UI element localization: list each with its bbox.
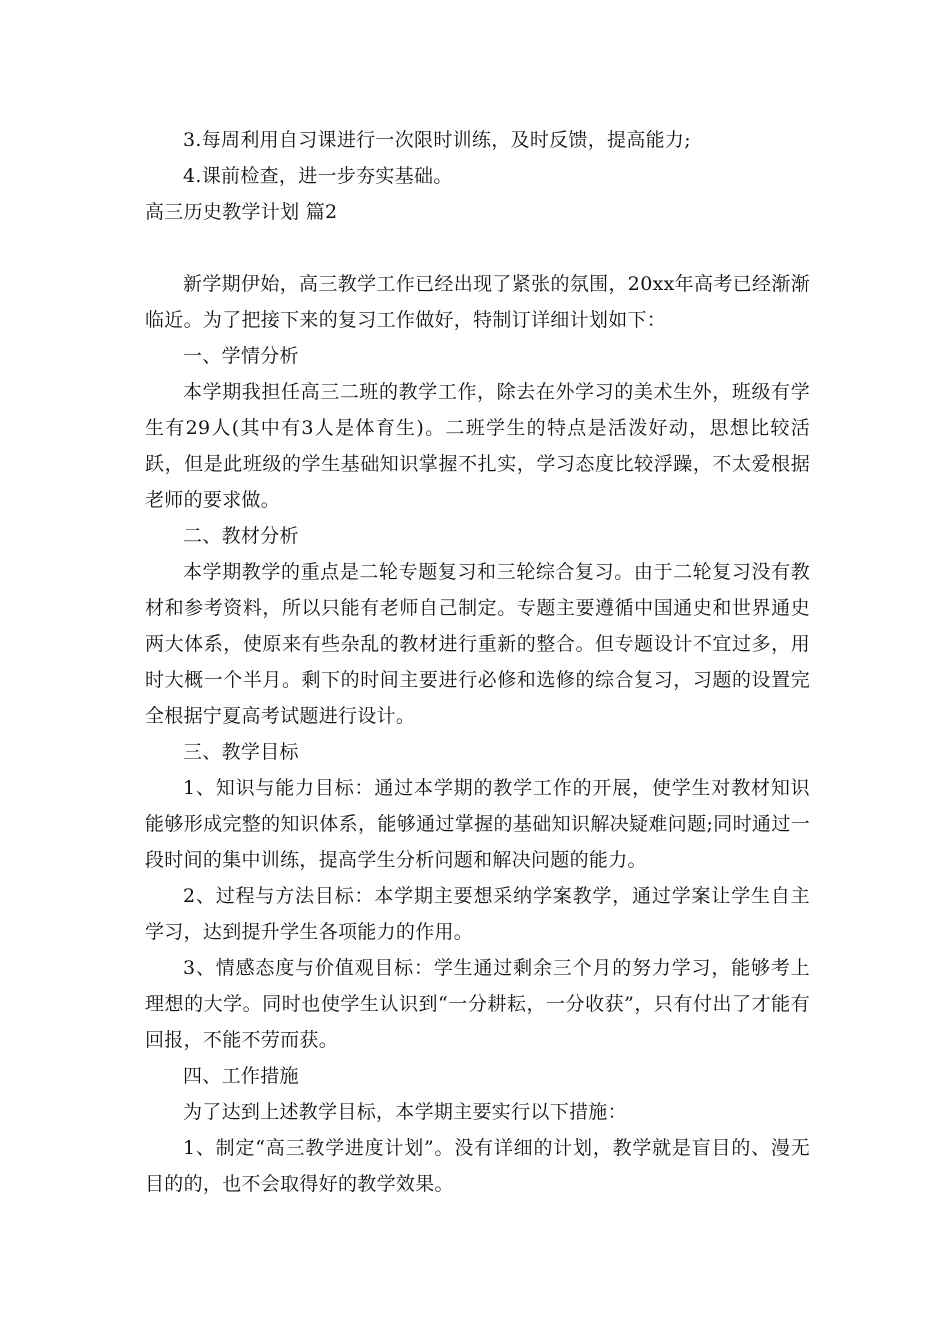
section-title: 高三历史教学计划 篇2 — [145, 201, 338, 223]
subheading-teaching-goals: 三、教学目标 — [183, 741, 299, 763]
blank-line — [145, 230, 810, 266]
paragraph-weekly-training: 3.每周利用自习课进行一次限时训练，及时反馈，提高能力; — [183, 129, 691, 151]
paragraph-preclass-check: 4.课前检查，进一步夯实基础。 — [183, 165, 453, 187]
paragraph-intro: 新学期伊始，高三教学工作已经出现了紧张的氛围，20xx年高考已经渐渐临近。为了把接下来的复习工作做好，特制订详细计划如下： — [145, 273, 810, 331]
paragraph-goal-values: 3、情感态度与价值观目标：学生通过剩余三个月的努力学习，能够考上理想的大学。同时也使学生认识到“一分耕耘，一分收获”，只有付出了才能有回报，不能不劳而获。 — [145, 957, 810, 1051]
document-body — [145, 122, 810, 1202]
subheading-textbook-analysis: 二、教材分析 — [183, 525, 299, 547]
subheading-student-analysis: 一、学情分析 — [183, 345, 299, 367]
paragraph-student-analysis: 本学期我担任高三二班的教学工作，除去在外学习的美术生外，班级有学生有29人(其中有3人是体育生)。二班学生的特点是活泼好动，思想比较活跃，但是此班级的学生基础知识掌握不扎实，学习态度比较浮躁，不太爱根据老师的要求做。 — [145, 381, 810, 511]
paragraph-goal-knowledge: 1、知识与能力目标：通过本学期的教学工作的开展，使学生对教材知识能够形成完整的知识体系，能够通过掌握的基础知识解决疑难问题;同时通过一段时间的集中训练，提高学生分析问题和解决问题的能力。 — [145, 777, 810, 871]
subheading-measures: 四、工作措施 — [183, 1065, 299, 1087]
paragraph-textbook-analysis: 本学期教学的重点是二轮专题复习和三轮综合复习。由于二轮复习没有教材和参考资料，所以只能有老师自己制定。专题主要遵循中国通史和世界通史两大体系，使原来有些杂乱的教材进行重新的整合。但专题设计不宜过多，用时大概一个半月。剩下的时间主要进行必修和选修的综合复习，习题的设置完全根据宁夏高考试题进行设计。 — [145, 561, 810, 727]
paragraph-measures-intro: 为了达到上述教学目标，本学期主要实行以下措施： — [183, 1101, 627, 1123]
paragraph-goal-process: 2、过程与方法目标：本学期主要想采纳学案教学，通过学案让学生自主学习，达到提升学生各项能力的作用。 — [145, 885, 810, 943]
paragraph-measure-1: 1、制定“高三教学进度计划”。没有详细的计划，教学就是盲目的、漫无目的的，也不会取得好的教学效果。 — [145, 1137, 810, 1195]
